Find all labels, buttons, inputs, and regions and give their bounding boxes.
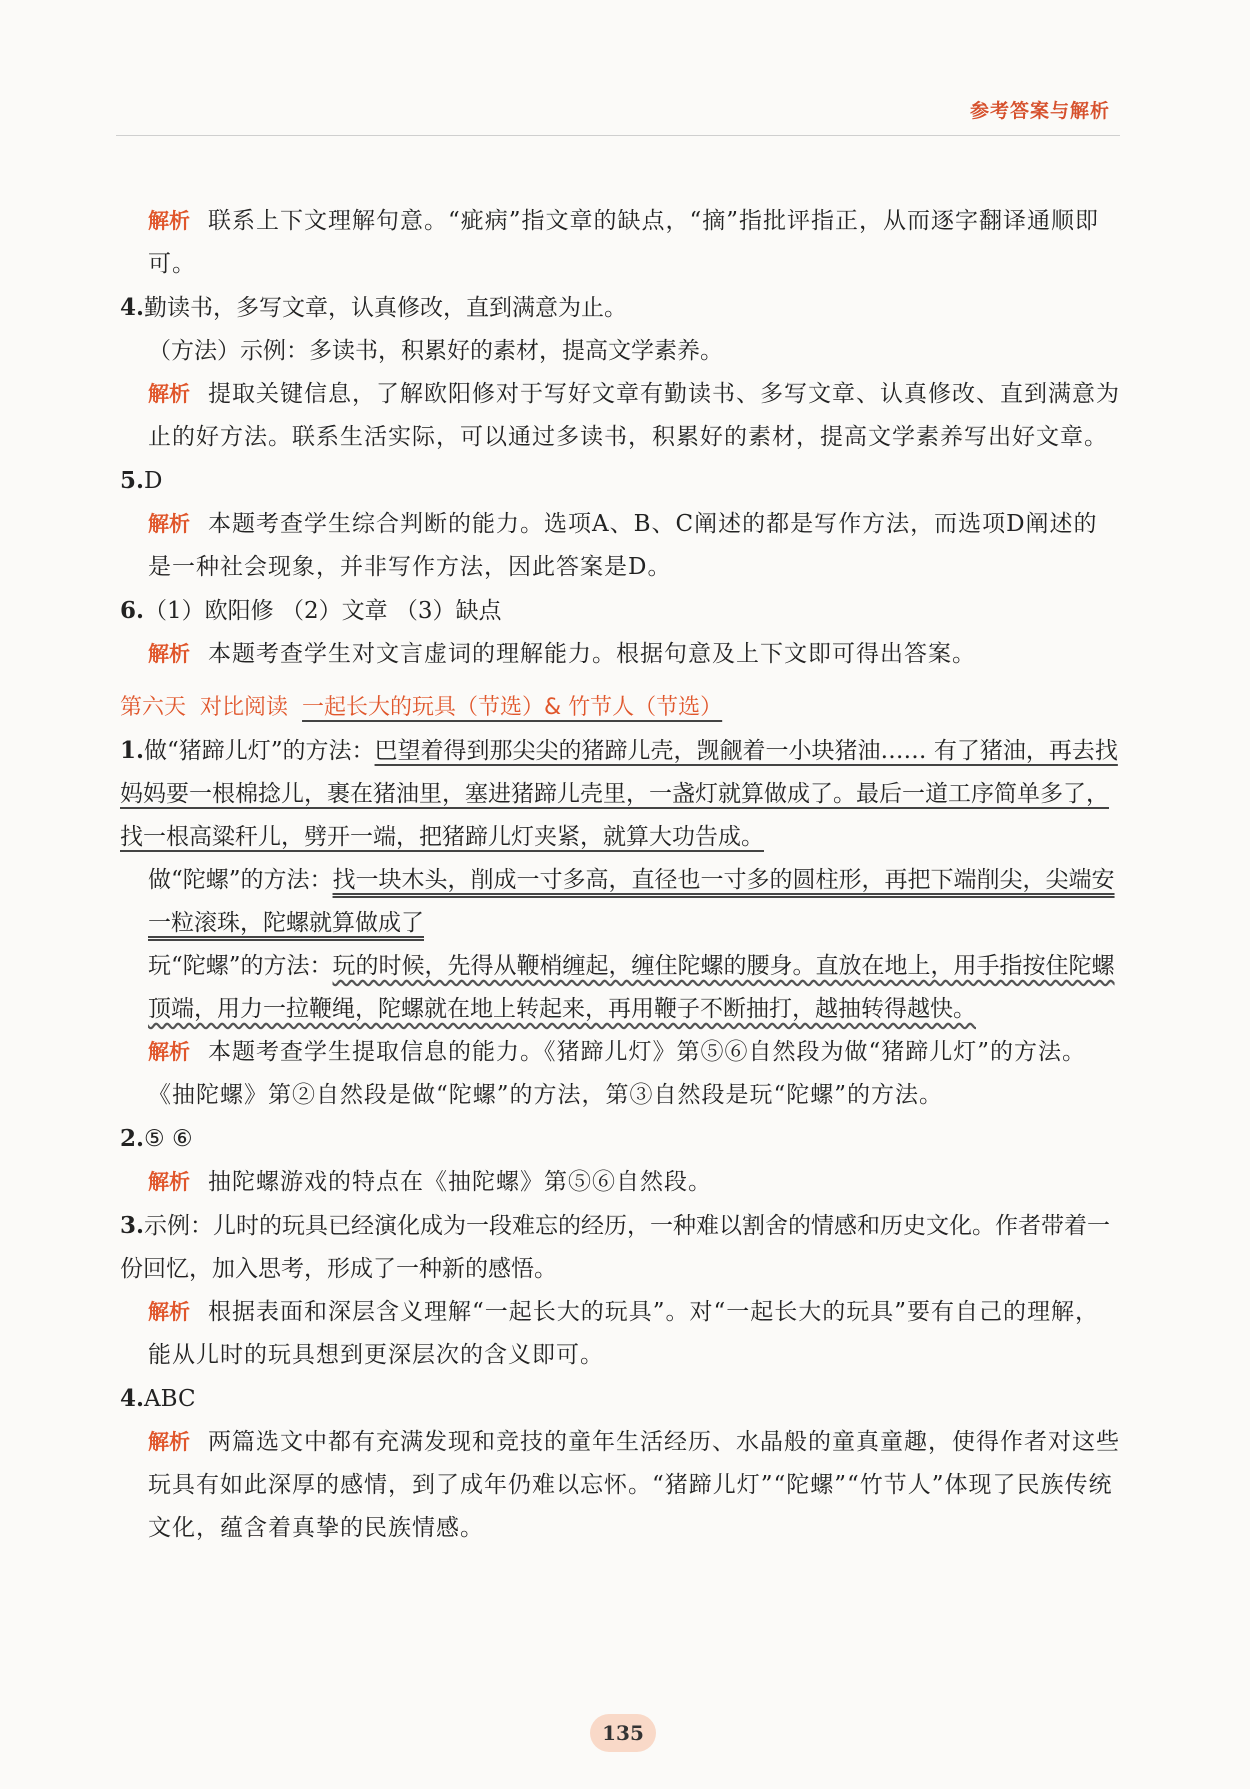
analysis-block [120,633,1120,676]
section-question-1 [120,729,1120,859]
analysis-label: 解析 [148,209,190,233]
answer-text: 勤读书，多写文章，认真修改，直到满意为止。 [144,295,628,321]
answer-text: （1）欧阳修 （2）文章 （3）缺点 [144,598,502,624]
question-number: 4. [120,1385,145,1412]
method-label: 做“猪蹄儿灯”的方法： [144,738,375,764]
question-number: 1. [120,737,145,764]
question-5-answer [120,459,1120,503]
question-number: 4. [120,294,145,321]
analysis-text: 联系上下文理解句意。“疵病”指文章的缺点，“摘”指批评指正，从而逐字翻译通顺即可。 [148,208,1100,277]
answer-text: 示例：儿时的玩具已经演化成为一段难忘的经历，一种难以割舍的情感和历史文化。作者带着一份回忆，加入思考，形成了一种新的感悟。 [120,1213,1111,1282]
analysis-text: 本题考查学生提取信息的能力。《猪蹄儿灯》第⑤⑥自然段为做“猪蹄儿灯”的方法。《抽陀螺》第②自然段是做“陀螺”的方法，第③自然段是玩“陀螺”的方法。 [148,1039,1087,1108]
section-question-4 [120,1377,1120,1421]
analysis-block [120,373,1120,459]
analysis-label: 解析 [148,1170,190,1194]
analysis-label: 解析 [148,642,190,666]
answer-text: ⑤ ⑥ [144,1126,193,1152]
analysis-block [120,503,1120,589]
answer-text: ABC [144,1386,196,1412]
answer-content [120,200,1120,1550]
question-6-answer [120,589,1120,633]
section-heading [120,686,1120,729]
section-question-2 [120,1117,1120,1161]
section-question-3 [120,1204,1120,1291]
section-type: 对比阅读 [200,695,289,720]
underlined-excerpt: 玩的时候，先得从鞭梢缠起，缠住陀螺的腰身。直放在地上，用手指按住陀螺顶端，用力一拉鞭绳，陀螺就在地上转起来，再用鞭子不断抽打，越抽转得越快。 [148,953,1115,1022]
analysis-block [120,200,1120,286]
analysis-label: 解析 [148,1300,190,1324]
analysis-block [120,1291,1120,1377]
question-number: 5. [120,467,145,494]
analysis-text: 本题考查学生综合判断的能力。选项A、B、C阐述的都是写作方法，而选项D阐述的是一种社会现象，并非写作方法，因此答案是D。 [148,511,1098,580]
analysis-label: 解析 [148,1430,190,1454]
question-4-answer [120,286,1120,330]
underlined-excerpt: 巴望着得到那尖尖的猪蹄儿壳，觊觎着一小块猪油…… 有了猪油，再去找妈妈要一根棉捻儿，裹在猪油里，塞进猪蹄儿壳里，一盏灯就算做成了。最后一道工序简单多了，找一根高粱秆儿，劈开一端，把猪蹄儿灯夹紧，就算大功告成。 [120,738,1118,850]
question-number: 3. [120,1212,145,1239]
analysis-label: 解析 [148,512,190,536]
answer-text: D [144,468,163,494]
analysis-label: 解析 [148,1040,190,1064]
method-label: 做“陀螺”的方法： [148,867,333,893]
question-number: 6. [120,597,145,624]
question-4-method: （方法）示例：多读书，积累好的素材，提高文学素养。 [148,338,723,364]
analysis-block [120,1161,1120,1204]
analysis-text: 提取关键信息，了解欧阳修对于写好文章有勤读书、多写文章、认真修改、直到满意为止的好方法。联系生活实际，可以通过多读书，积累好的素材，提高文学素养写出好文章。 [148,381,1120,450]
analysis-label: 解析 [148,382,190,406]
analysis-text: 本题考查学生对文言虚词的理解能力。根据句意及上下文即可得出答案。 [208,641,976,667]
header-divider [116,135,1120,136]
analysis-text: 两篇选文中都有充满发现和竞技的童年生活经历、水晶般的童真童趣，使得作者对这些玩具有如此深厚的感情，到了成年仍难以忘怀。“猪蹄儿灯”“陀螺”“竹节人”体现了民族传统文化，蕴含着真挚的民族情感。 [148,1429,1120,1541]
underlined-excerpt: 找一块木头，削成一寸多高，直径也一寸多的圆柱形，再把下端削尖，尖端安一粒滚珠，陀螺就算做成了 [148,867,1115,936]
page-number: 135 [590,1714,656,1752]
header-title: 参考答案与解析 [969,100,1110,122]
method-label: 玩“陀螺”的方法： [148,953,333,979]
section-title: 一起长大的玩具（节选）& 竹节人（节选） [302,695,723,720]
method-block [120,945,1120,1031]
analysis-text: 抽陀螺游戏的特点在《抽陀螺》第⑤⑥自然段。 [208,1169,712,1195]
method-block [120,859,1120,945]
analysis-block [120,1031,1120,1117]
section-day: 第六天 [120,695,187,720]
question-number: 2. [120,1125,145,1152]
analysis-text: 根据表面和深层含义理解“一起长大的玩具”。对“一起长大的玩具”要有自己的理解，能从儿时的玩具想到更深层次的含义即可。 [148,1299,1100,1368]
analysis-block [120,1421,1120,1550]
